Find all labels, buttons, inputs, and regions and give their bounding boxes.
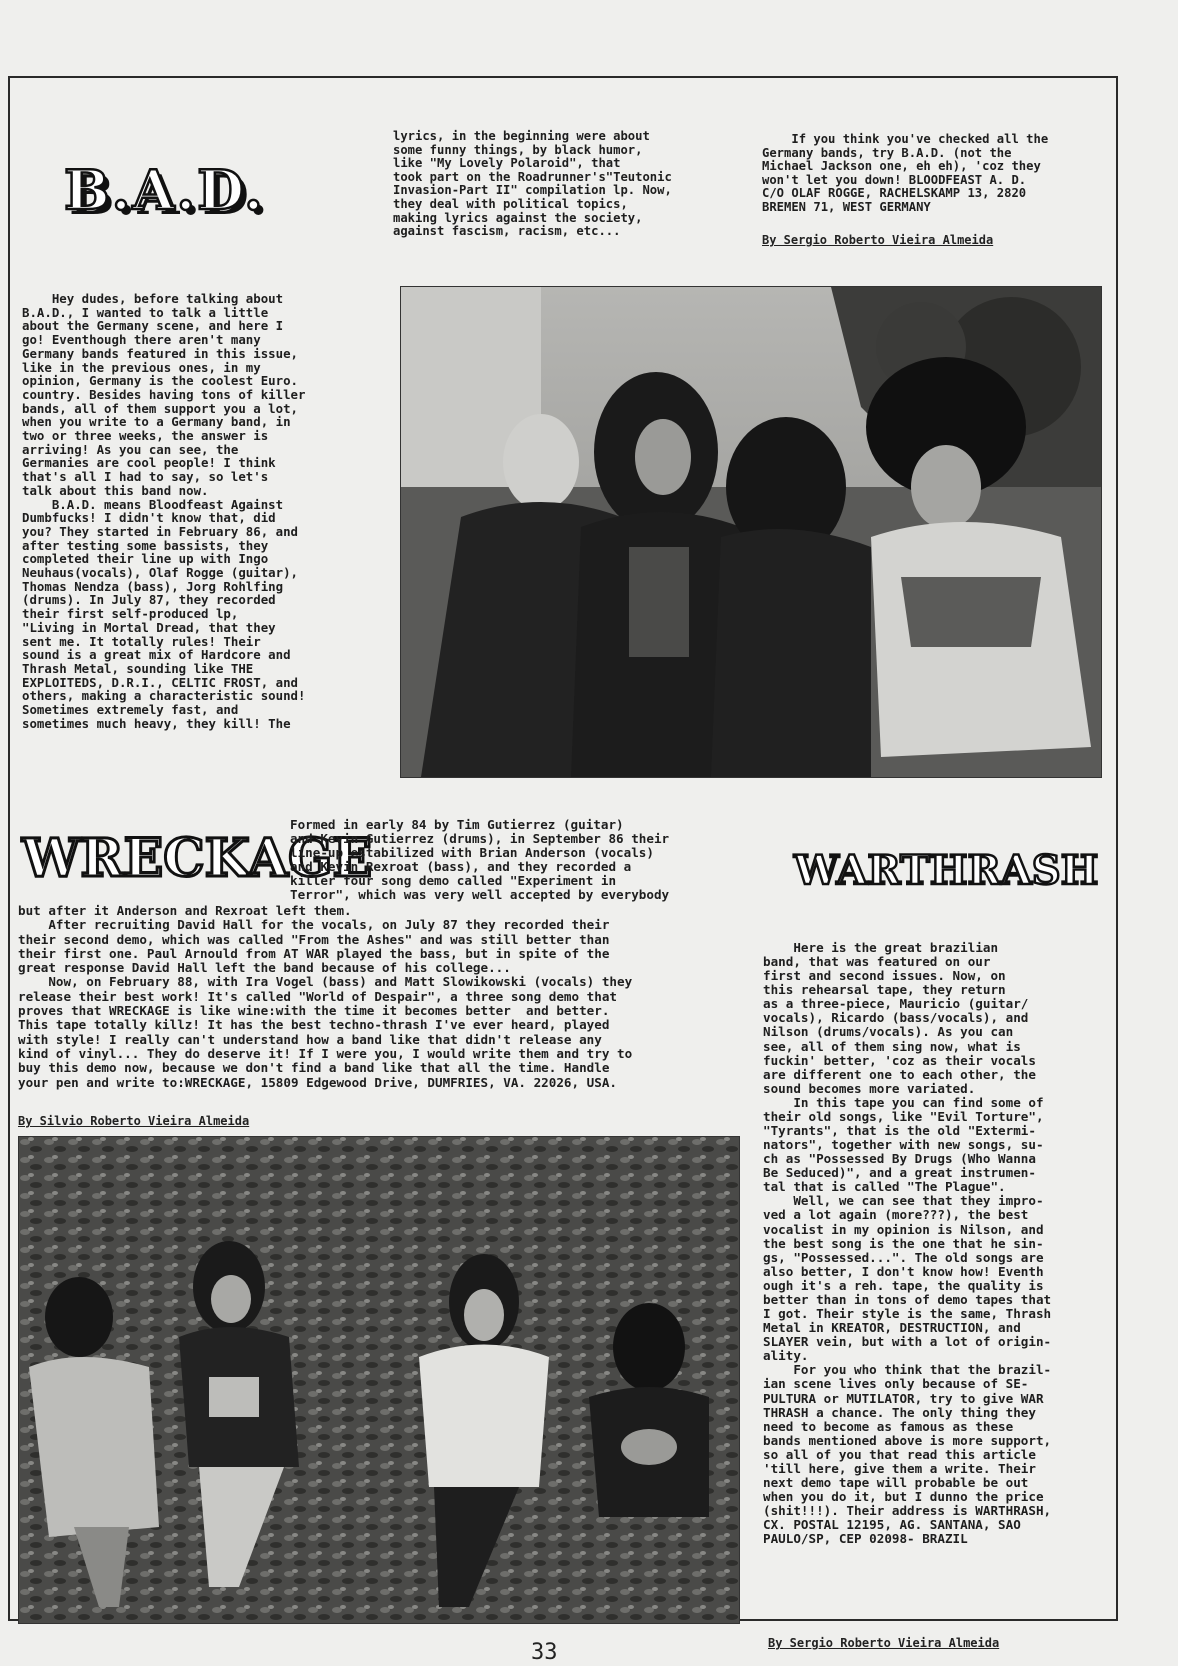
wreckage-logo [16,820,373,892]
bad-intro-text: Hey dudes, before talking about B.A.D., I wanted to talk a little about the Germany scene, and here I go! Eventhough there aren't many Germany bands featured in this issue, like in the previous ones, in my opinion, Germany is the coolest Euro. country. Besides having tons of killer bands, all of them support you a lot, when you write to a Germany band, in two or three weeks, the answer is arriving! As you can see, the Germanies are cool people! I think that's all I had to say, so let's talk about this band now. B.A.D. means Bloodfeast Against Dumbfucks! I didn't know that, did you? They started in February 86, and after testing some bassists, they completed their line up with Ingo Neuhaus(vocals), Olaf Rogge (guitar), Thomas Nendza (bass), Jorg Rohlfing (drums). In July 87, they recorded their first self-produced lp, "Living in Mortal Dread, that they sent me. It totally rules! Their sound is a great mix of Hardcore and Thrash Metal, sounding like THE EXPLOITEDS, D.R.I., CELTIC FROST, and others, making a characteristic sound! Sometimes extremely fast, and sometimes much heavy, they kill! The [22,291,306,731]
bad-band-photo [400,286,1102,778]
warthrash-logo-text: WARTHRASH [794,847,1099,894]
wreckage-intro-text: Formed in early 84 by Tim Gutierrez (guitar) and Kevin Gutierrez (drums), in September 86 their line-up estabilized with Brian Anderson (vocals) and Kevin Rexroat (bass), and they recorded a killer four song demo called "Experiment in Terror", which was very well accepted by everybody [290,817,670,902]
bad-lyrics-text: lyrics, in the beginning were about some funny things, by black humor, like "My Lovely Polaroid", that took part on the Roadrunner's"Teutonic Invasion-Part II" compilation lp. Now, they deal with political topics, making lyrics against the society, against fascism, racism, etc... [393,129,672,239]
warthrash-logo [790,826,1099,910]
wreckage-byline: By Silvio Roberto Vieira Almeida [18,1114,250,1128]
bad-contact-text: If you think you've checked all the Germany bands, try B.A.D. (not the Michael Jackson one, eh eh), 'coz they won't let you down! BLOODFEAST A. D. C/O OLAF ROGGE, RACHELSKAMP 13, 2820 BREMEN 71, WEST GERMANY [762,132,1049,214]
wreckage-body-text: but after it Anderson and Rexroat left them. After recruiting David Hall for the vocals, on July 87 they recorded their their second demo, which was called "From the Ashes" and was still better than their first one. Paul Arnould from AT WAR played the bass, but in spite of the great response David Hall left the band because of his college... Now, on February 88, with Ira Vogel (bass) and Matt Slowikowski (vocals) they release their best work! It's called "World of Despair", a three song demo that proves that WRECKAGE is like wine:with the time it becomes better and better. This tape totally killz! It has the best techno-thrash I've ever heard, played with style! I really can't understand how a band like that didn't release any kind of vinyl... They do deserve it! If I were you, I would write them and try to buy this demo now, because we don't find a band like that all the time. Handle your pen and write to:WRECKAGE, 15809 Edgewood Drive, DUMFRIES, VA. 22026, USA. [18,903,633,1090]
warthrash-text: Here is the great brazilian band, that was featured on our first and second issues. Now, on this rehearsal tape, they return as a three-piece, Mauricio (guitar/ vocals), Ricardo (bass/vocals), and Nilson (drums/vocals). As you can see, all of them sing now, what is fuckin' better, 'coz as their vocals are different one to each other, the sound becomes more variated. In this tape you can find some of their old songs, like "Evil Torture", "Tyrants", that is the old "Extermi- nators", together with new songs, su- ch as "Possessed By Drugs (Who Wanna Be Seduced)", and a great instrumen- tal that is called "The Plague". Well, we can see that they impro- ved a lot again (more???), the best vocalist in my opinion is Nilson, and the best song is the one that he sin- gs, "Possessed...". The old songs are also better, I don't know how! Eventh ough it's a reh. tape, the quality is better than in tons of demo tapes that I got. Their style is the same, Thrash Metal in KREATOR, DESTRUCTION, and SLAYER vein, but with a lot of origin- ality. For you who think that the brazil- ian scene lives only because of SE- PULTURA or MUTILATOR, try to give WAR THRASH a chance. The only thing they need to become as famous as these bands mentioned above is more support, so all of you that read this article 'till here, give them a write. Their next demo tape will probable be out when you do it, but I dunno the price (shit!!!). Their address is WARTHRASH, CX. POSTAL 12195, AG. SANTANA, SAO PAULO/SP, CEP 02098- BRAZIL [763,940,1052,1547]
page-number: 33 [531,1640,558,1665]
wreckage-logo-text: WRECKAGE [22,828,373,889]
bad-logo: B.A.D. [64,158,265,222]
wreckage-band-photo [18,1136,740,1624]
warthrash-byline: By Sergio Roberto Vieira Almeida [768,1636,1000,1650]
bad-byline: By Sergio Roberto Vieira Almeida [762,233,994,247]
